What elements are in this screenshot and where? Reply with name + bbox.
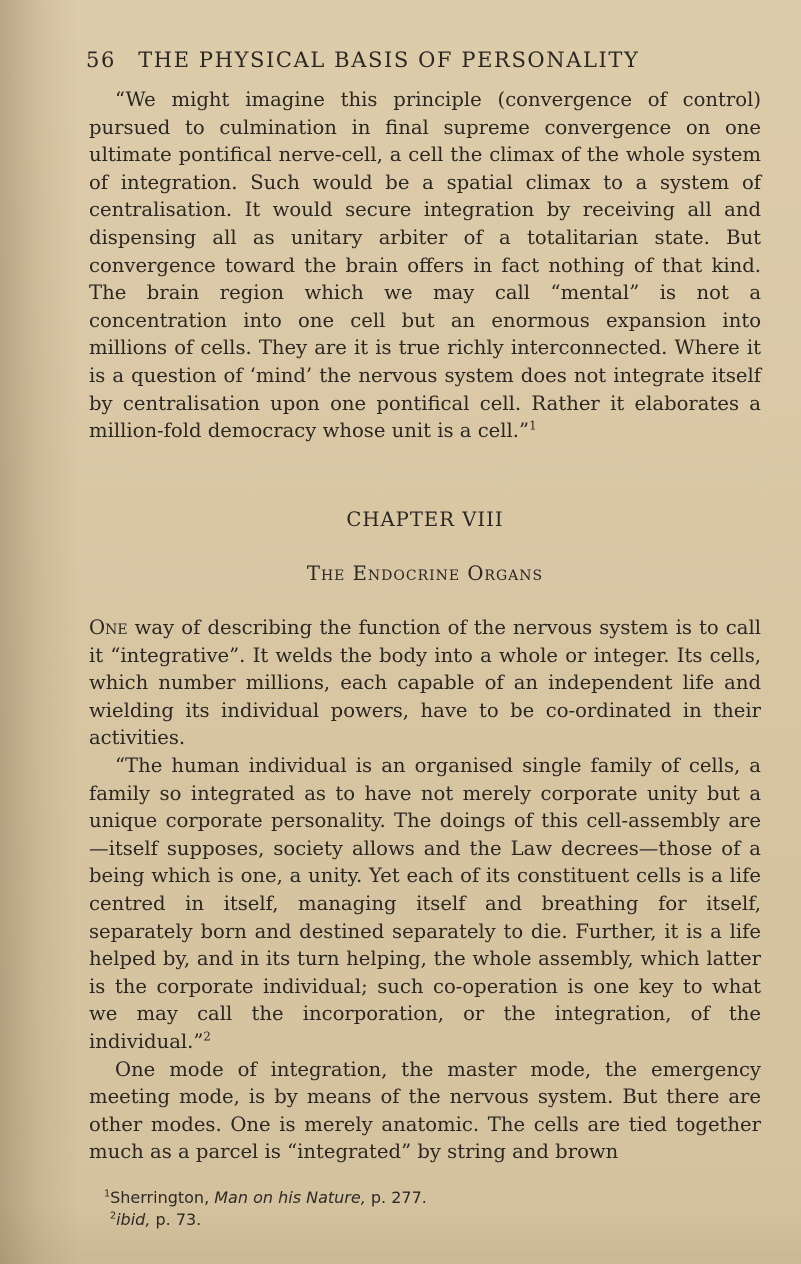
paragraph-2 <box>89 752 761 1056</box>
chapter-body <box>89 614 761 1166</box>
footnote-1-page: p. 277. <box>365 1188 427 1207</box>
footnote-1 <box>104 1187 744 1209</box>
footnotes <box>104 1187 744 1231</box>
footnote-2 <box>104 1209 744 1231</box>
running-title: THE PHYSICAL BASIS OF PERSONALITY <box>138 48 640 72</box>
paragraph-3-text: One mode of integration, the master mode, the emergency meeting mode, is by means of the nervous system. But there are other modes. One is merely anatomic. The cells are tied together much as a parcel is “integrated” by string and brown <box>89 1057 761 1164</box>
paragraph-1-text: way of describing the function of the nervous system is to call it “integrative”. It welds the body into a whole or integer. Its cells, which number millions, each capable of an independent life and wielding its individual powers, have to be co-ordinated in their activities. <box>89 616 761 750</box>
chapter-title: The Endocrine Organs <box>306 562 544 585</box>
footnote-ref-1: 1 <box>529 418 537 433</box>
footnote-2-title: ibid, <box>116 1210 151 1229</box>
chapter-heading <box>89 508 761 585</box>
footnote-ref-2: 2 <box>203 1029 211 1044</box>
paragraph-1-lead: One <box>89 616 128 639</box>
footnote-1-author: Sherrington, <box>110 1188 215 1207</box>
paragraph-1 <box>89 614 761 752</box>
quote-paragraph <box>89 86 761 445</box>
footnote-2-page: p. 73. <box>150 1210 202 1229</box>
footnote-1-title: Man on his Nature, <box>214 1188 366 1207</box>
chapter-number: CHAPTER VIII <box>346 508 504 531</box>
quote-block <box>89 86 761 445</box>
quote-text: “We might imagine this principle (convergence of control) pursued to culmination in final supreme convergence on one ultimate pontifical nerve-cell, a cell the climax of the whole system of integration. Such would be a spatial climax to a system of centralisation. It would secure integration by receiving all and dispensing all as unitary arbiter of a totalitarian state. But convergence toward the brain offers in fact nothing of that kind. The brain region which we may call “mental” is not a concentration into one cell but an enormous expansion into millions of cells. They are it is true richly interconnected. Where it is a question of ‘mind’ the nervous system does not integrate itself by centralisation upon one pontifical cell. Rather it elaborates a million-fold democracy whose unit is a cell.” <box>89 88 761 443</box>
paragraph-2-text: “The human individual is an organised single family of cells, a family so integrated as to have not merely corporate unity but a unique corporate personality. The doings of this cell-assembly are—itself supposes, society allows and the Law decrees—those of a being which is one, a unity. Yet each of its constituent cells is a life centred in itself, managing itself and breathing for itself, separately born and destined separately to die. Further, it is a life helped by, and in its turn helping, the whole assembly, which latter is the corporate individual; such co-operation is one key to what we may call the incorporation, or the integration, of the individual.” <box>89 753 761 1053</box>
footnote-2-mark: 2 <box>110 1210 117 1222</box>
page-number: 56 <box>86 48 116 72</box>
running-head <box>86 48 726 72</box>
paragraph-3 <box>89 1056 761 1166</box>
footnote-1-mark: 1 <box>104 1188 111 1200</box>
